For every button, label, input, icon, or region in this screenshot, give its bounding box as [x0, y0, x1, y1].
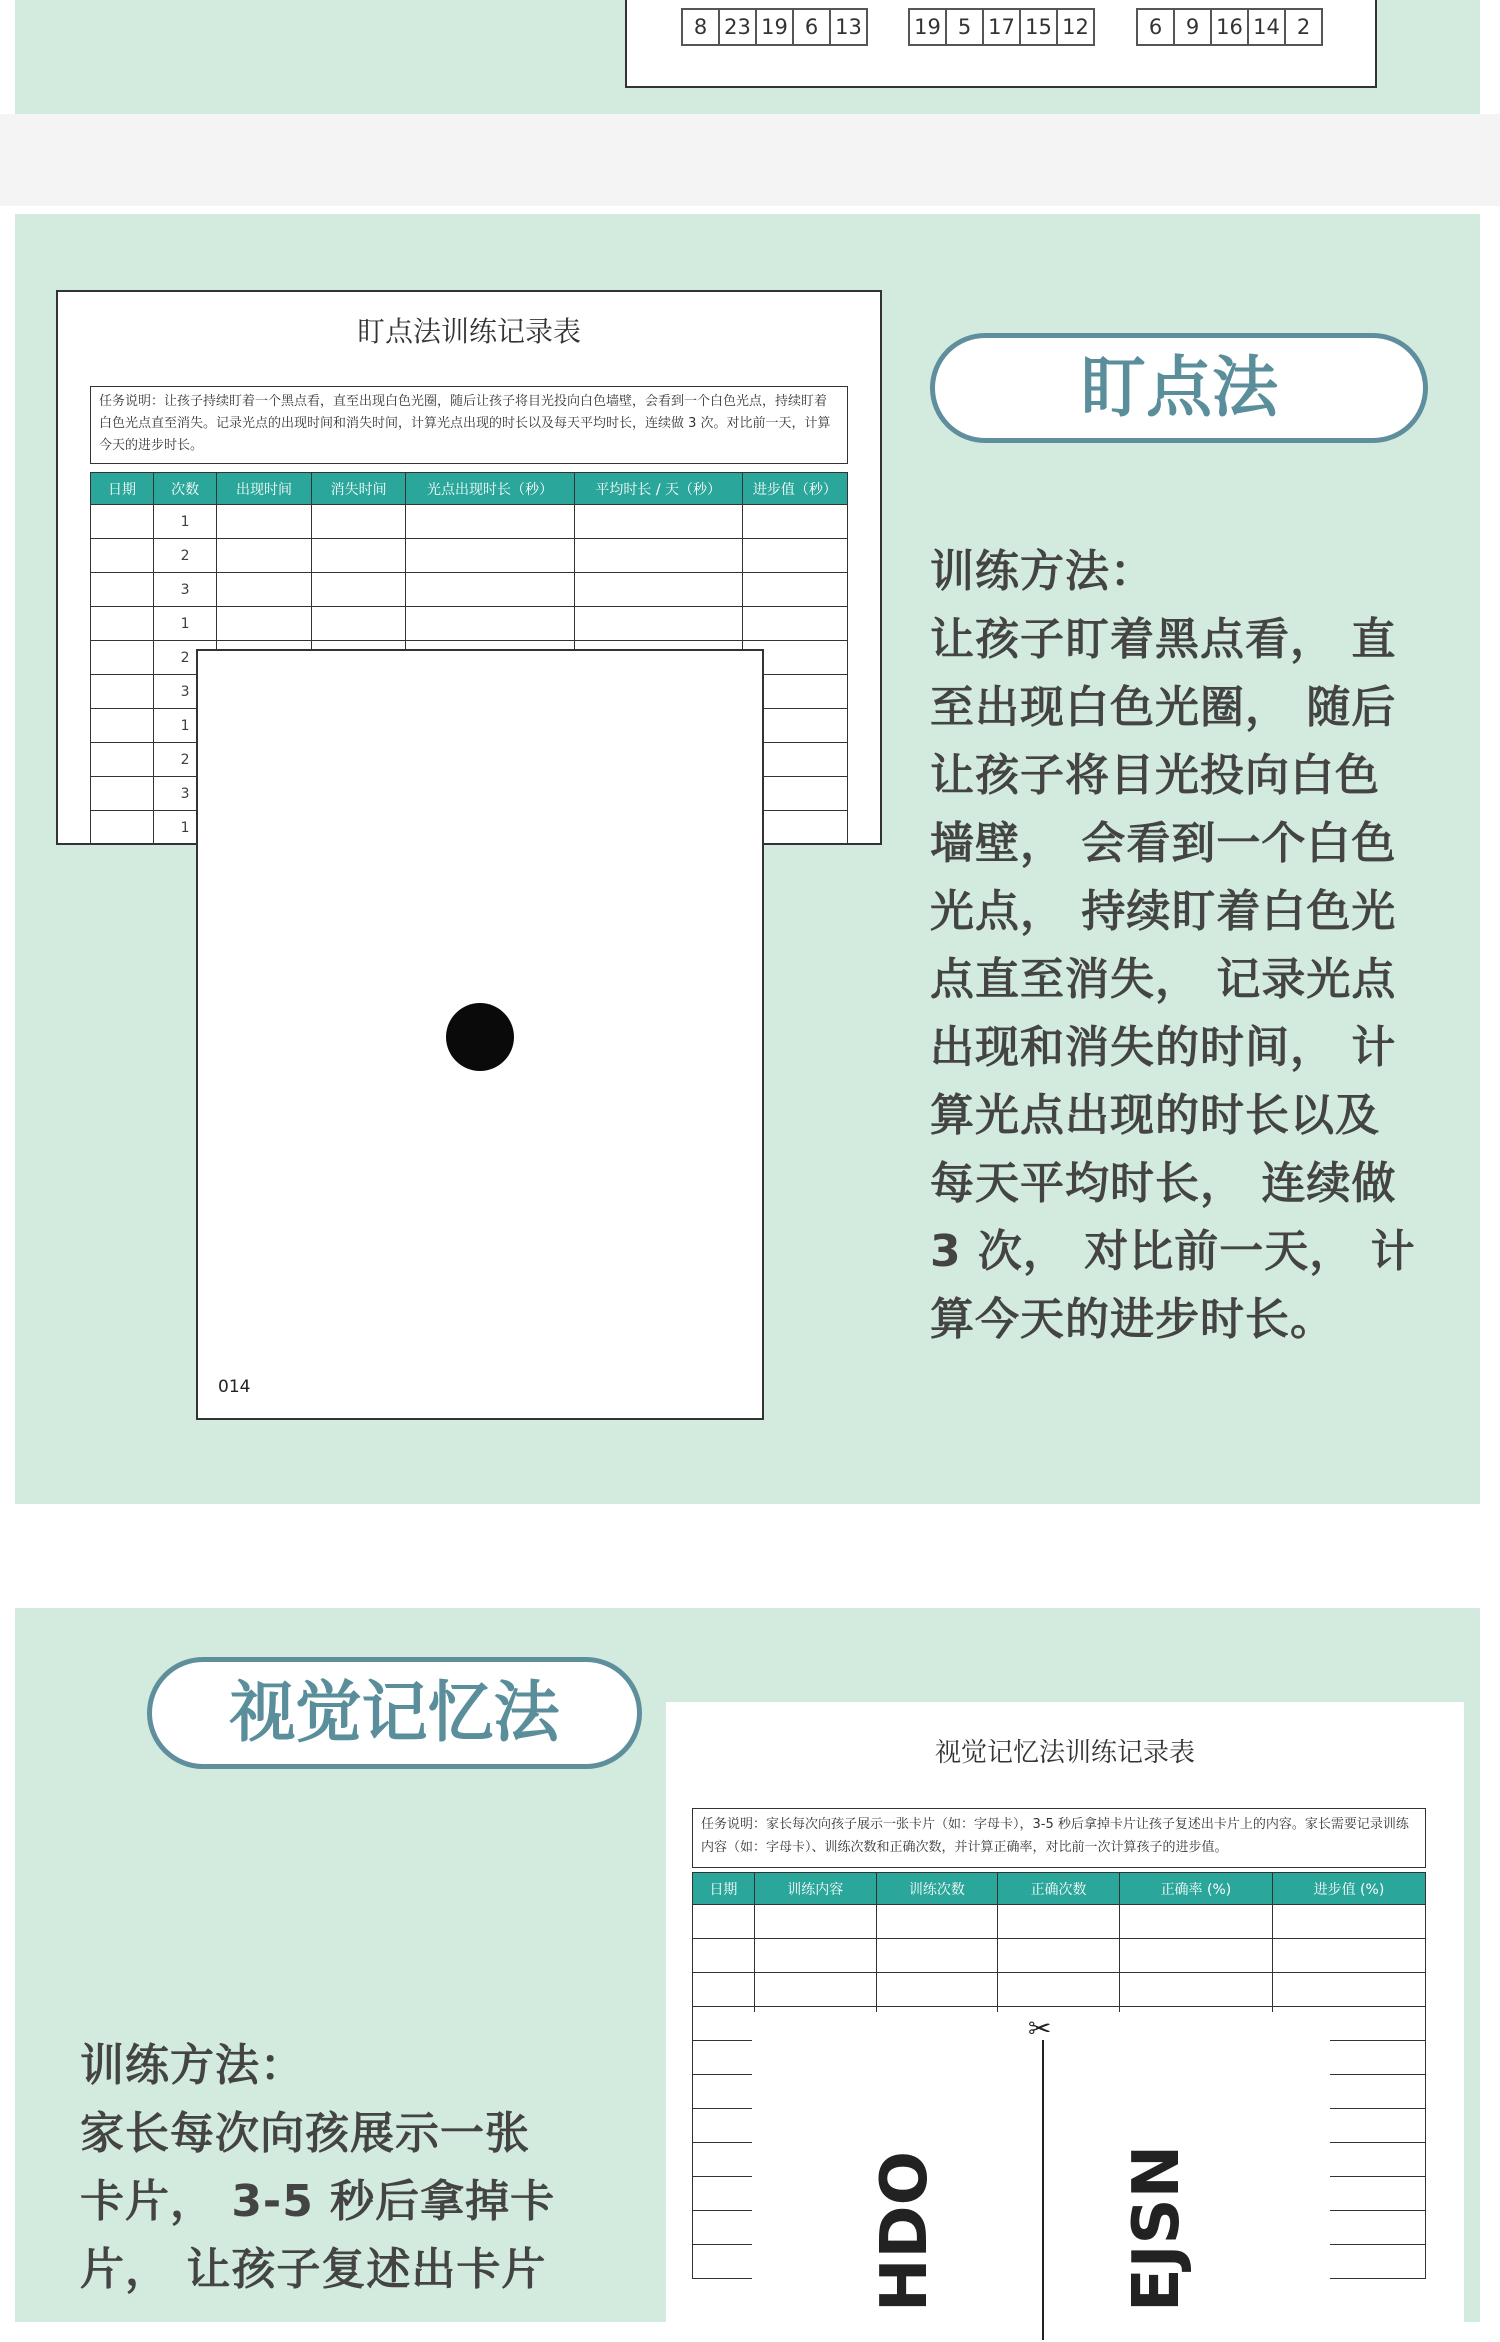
empty-cell	[217, 573, 312, 607]
empty-cell	[406, 607, 574, 641]
number-grid-2	[908, 8, 1095, 46]
empty-cell	[1119, 1905, 1272, 1939]
number-grid-1	[681, 8, 868, 46]
method-line: 家长每次向孩展示一张	[80, 2108, 530, 2159]
dingdian-col-header: 平均时长 / 天（秒）	[574, 473, 742, 505]
number-cell: 12	[1057, 9, 1094, 45]
card-word-2: EJSN	[1120, 2144, 1194, 2312]
count-cell: 2	[154, 539, 217, 573]
number-cell: 19	[756, 9, 793, 45]
number-cell: 13	[830, 9, 867, 45]
dingdian-pill-label: 盯点法	[1080, 349, 1278, 426]
visual-memory-col-header: 训练内容	[754, 1873, 876, 1905]
empty-cell	[742, 607, 847, 641]
empty-cell	[1119, 1973, 1272, 2007]
empty-cell	[91, 811, 154, 845]
empty-cell	[754, 1973, 876, 2007]
dingdian-task-box	[90, 386, 848, 464]
empty-cell	[1272, 1939, 1425, 1973]
table-row	[91, 573, 848, 607]
empty-cell	[998, 1939, 1120, 1973]
black-dot-card	[196, 649, 764, 1420]
dingdian-method-title: 训练方法：	[930, 546, 1155, 597]
dingdian-col-header: 进步值（秒）	[742, 473, 847, 505]
empty-cell	[693, 1939, 755, 1973]
method-line: 每天平均时长， 连续做	[930, 1158, 1397, 1209]
dingdian-col-header: 次数	[154, 473, 217, 505]
dingdian-col-header: 消失时间	[311, 473, 406, 505]
visual-memory-method-title: 训练方法：	[80, 2040, 305, 2091]
empty-cell	[406, 539, 574, 573]
empty-cell	[693, 2075, 755, 2109]
empty-cell	[742, 505, 847, 539]
empty-cell	[574, 539, 742, 573]
table-row	[91, 505, 848, 539]
number-cell: 9	[1174, 9, 1211, 45]
empty-cell	[693, 2245, 755, 2279]
empty-cell	[1272, 1905, 1425, 1939]
dingdian-method	[930, 538, 1420, 1354]
count-cell: 1	[154, 505, 217, 539]
table-row	[693, 1939, 1426, 1973]
empty-cell	[1272, 1973, 1425, 2007]
top-gap	[0, 114, 1500, 206]
black-dot	[446, 1003, 514, 1071]
dingdian-method-body	[930, 606, 1420, 1354]
empty-cell	[693, 2041, 755, 2075]
table-row	[693, 1905, 1426, 1939]
count-cell: 2	[154, 743, 217, 777]
empty-cell	[91, 709, 154, 743]
visual-memory-pill-label: 视觉记忆法	[229, 1674, 560, 1751]
visual-memory-col-header: 训练次数	[876, 1873, 998, 1905]
empty-cell	[91, 573, 154, 607]
scissors-icon: ✂	[1028, 2012, 1052, 2045]
empty-cell	[91, 777, 154, 811]
method-line: 算今天的进步时长。	[930, 1294, 1335, 1345]
empty-cell	[742, 573, 847, 607]
card-cut-line	[1042, 2040, 1044, 2340]
dingdian-pill	[930, 333, 1428, 443]
empty-cell	[217, 539, 312, 573]
number-cell: 16	[1211, 9, 1248, 45]
visual-memory-method-body	[80, 2100, 600, 2304]
empty-cell	[91, 539, 154, 573]
empty-cell	[693, 2143, 755, 2177]
method-line: 卡片， 3-5 秒后拿掉卡	[80, 2176, 556, 2227]
empty-cell	[754, 1905, 876, 1939]
table-row	[693, 1973, 1426, 2007]
number-cell: 6	[793, 9, 830, 45]
empty-cell	[311, 539, 406, 573]
empty-cell	[693, 2177, 755, 2211]
method-line: 3 次， 对比前一天， 计	[930, 1226, 1416, 1277]
number-grid-3	[1136, 8, 1323, 46]
dingdian-task-desc: 任务说明：让孩子持续盯着一个黑点看，直至出现白色光圈，随后让孩子将目光投向白色墙壁，会看到一个白色光点，持续盯着白色光点直至消失。记录光点的出现时间和消失时间，计算光点出现的时长以及每天平均时长，连续做 3 次。对比前一天，计算今天的进步时长。	[99, 394, 831, 453]
method-line: 出现和消失的时间， 计	[930, 1022, 1397, 1073]
number-cell: 8	[682, 9, 719, 45]
number-cell: 15	[1020, 9, 1057, 45]
empty-cell	[91, 505, 154, 539]
empty-cell	[693, 2109, 755, 2143]
method-line: 至出现白色光圈， 随后	[930, 682, 1397, 733]
dingdian-col-header: 日期	[91, 473, 154, 505]
empty-cell	[693, 2211, 755, 2245]
count-cell: 2	[154, 641, 217, 675]
number-cell: 2	[1285, 9, 1322, 45]
method-line: 让孩子盯着黑点看， 直	[930, 614, 1397, 665]
number-cell: 23	[719, 9, 756, 45]
card-number: 014	[218, 1377, 251, 1397]
count-cell: 3	[154, 675, 217, 709]
empty-cell	[406, 573, 574, 607]
empty-cell	[693, 1905, 755, 1939]
number-cell: 5	[946, 9, 983, 45]
empty-cell	[574, 505, 742, 539]
empty-cell	[693, 1973, 755, 2007]
empty-cell	[998, 1905, 1120, 1939]
count-cell: 3	[154, 777, 217, 811]
visual-memory-pill	[147, 1657, 642, 1769]
letter-card	[752, 2012, 1330, 2332]
empty-cell	[876, 1973, 998, 2007]
method-line: 算光点出现的时长以及	[930, 1090, 1380, 1141]
empty-cell	[574, 573, 742, 607]
visual-memory-method	[80, 2032, 600, 2304]
empty-cell	[574, 607, 742, 641]
dingdian-col-header: 出现时间	[217, 473, 312, 505]
dingdian-sheet-title: 盯点法训练记录表	[356, 315, 581, 348]
empty-cell	[91, 675, 154, 709]
table-row	[91, 607, 848, 641]
visual-memory-sheet-title: 视觉记忆法训练记录表	[934, 1738, 1195, 1768]
visual-memory-col-header: 正确次数	[998, 1873, 1120, 1905]
dingdian-col-header: 光点出现时长（秒）	[406, 473, 574, 505]
empty-cell	[91, 641, 154, 675]
table-row	[91, 539, 848, 573]
count-cell: 3	[154, 573, 217, 607]
empty-cell	[693, 2007, 755, 2041]
method-line: 墙壁， 会看到一个白色	[930, 818, 1397, 869]
card-word-1: HDO	[868, 2150, 942, 2312]
method-line: 让孩子将目光投向白色	[930, 750, 1380, 801]
count-cell: 1	[154, 811, 217, 845]
visual-memory-task-desc: 任务说明：家长每次向孩子展示一张卡片（如：字母卡），3-5 秒后拿掉卡片让孩子复述出卡片上的内容。家长需要记录训练内容（如：字母卡）、训练次数和正确次数，并计算正确率，对比前一次计算孩子的进步值。	[701, 1817, 1409, 1855]
empty-cell	[876, 1939, 998, 1973]
empty-cell	[406, 505, 574, 539]
number-cell: 19	[909, 9, 946, 45]
empty-cell	[1119, 1939, 1272, 1973]
method-line: 片， 让孩子复述出卡片	[80, 2244, 547, 2295]
empty-cell	[217, 607, 312, 641]
empty-cell	[311, 607, 406, 641]
empty-cell	[311, 505, 406, 539]
visual-memory-col-header: 日期	[693, 1873, 755, 1905]
visual-memory-col-header: 进步值 (%)	[1272, 1873, 1425, 1905]
method-line: 光点， 持续盯着白色光	[930, 886, 1397, 937]
visual-memory-task-box	[692, 1808, 1426, 1868]
empty-cell	[754, 1939, 876, 1973]
empty-cell	[91, 743, 154, 777]
empty-cell	[311, 573, 406, 607]
empty-cell	[217, 505, 312, 539]
empty-cell	[91, 607, 154, 641]
number-cell: 17	[983, 9, 1020, 45]
empty-cell	[742, 539, 847, 573]
empty-cell	[998, 1973, 1120, 2007]
method-line: 点直至消失， 记录光点	[930, 954, 1397, 1005]
number-cell: 14	[1248, 9, 1285, 45]
count-cell: 1	[154, 607, 217, 641]
number-cell: 6	[1137, 9, 1174, 45]
empty-cell	[876, 1905, 998, 1939]
count-cell: 1	[154, 709, 217, 743]
visual-memory-col-header: 正确率 (%)	[1119, 1873, 1272, 1905]
